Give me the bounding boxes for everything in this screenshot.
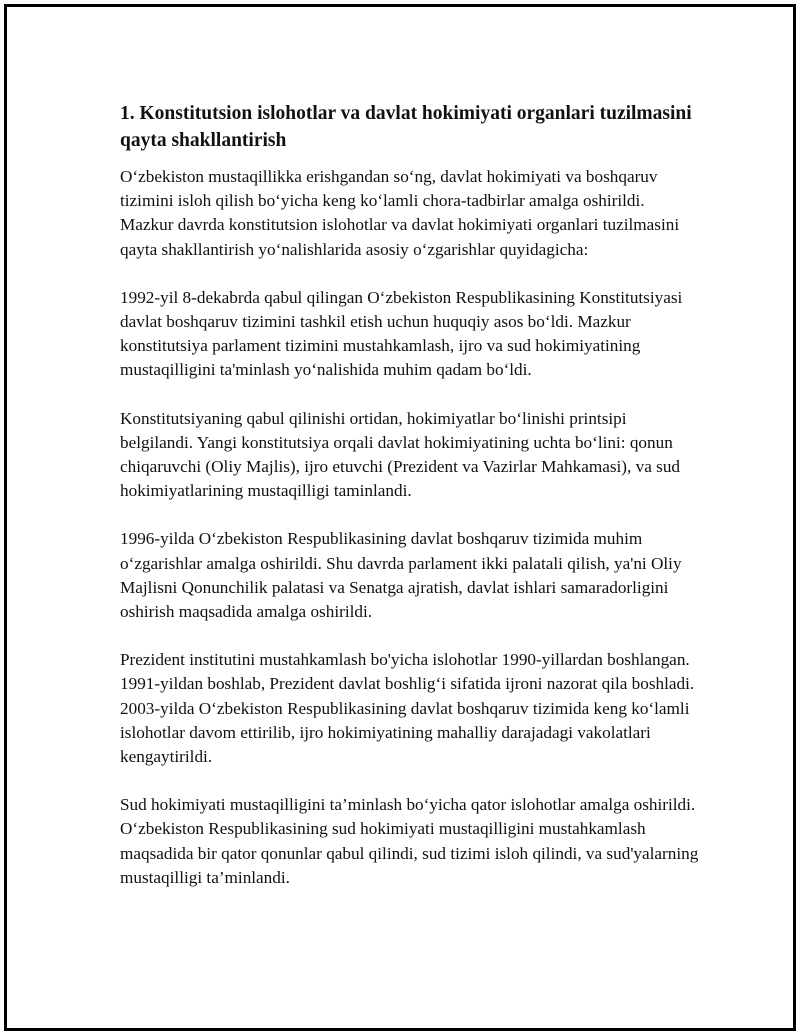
section-heading: 1. Konstitutsion islohotlar va davlat hokimiyati organlari tuzilmasini qayta shakllantirish: [120, 103, 692, 151]
paragraph-intro: O‘zbekiston mustaqillikka erishgandan so‘ng, davlat hokimiyati va boshqaruv tizimini isloh qilish bo‘yicha keng ko‘lamli chora-tadbirlar amalga oshirildi. Mazkur davrda konstitutsion islohotlar va davlat hokimiyati organlari tuzilmasini qayta shakllantirish yo‘nalishlarida asosiy o‘zgarishlar quyidagicha:: [120, 167, 680, 259]
page-frame: [4, 4, 796, 1031]
paragraph-constitution-1992: 1992-yil 8-dekabrda qabul qilingan O‘zbekiston Respublikasining Konstitutsiyasi davlat boshqaruv tizimini tashkil etish uchun huquqiy asos bo‘ldi. Mazkur konstitutsiya parlament tizimini mustahkamlash, ijro va sud hokimiyatining mustaqilligini ta'minlash yo‘nalishida muhim qadam bo‘ldi.: [120, 287, 683, 380]
paragraph-parliament-1996: 1996-yilda O‘zbekiston Respublikasining davlat boshqaruv tizimida muhim o‘zgarishlar amalga oshirildi. Shu davrda parlament ikki palatali qilish, ya'ni Oliy Majlisni Qonunchilik palatasi va Senatga ajratish, davlat ishlari samaradorligini oshirish maqsadida amalga oshirildi.: [120, 529, 682, 622]
document-body: [120, 100, 700, 914]
paragraph-judiciary: Sud hokimiyati mustaqilligini ta’minlash bo‘yicha qator islohotlar amalga oshirildi. O‘zbekiston Respublikasining sud hokimiyati mustaqilligini mustahkamlash maqsadida bir qator qonunlar qabul qilindi, sud tizimi isloh qilindi, va sud'yalarning mustaqilligi ta’minlandi.: [120, 795, 699, 887]
paragraph-presidency: Prezident institutini mustahkamlash bo'yicha islohotlar 1990-yillardan boshlangan. 1991-yildan boshlab, Prezident davlat boshlig‘i sifatida ijroni nazorat qila boshladi. 2003-yilda O‘zbekiston Respublikasining davlat boshqaruv tizimida keng ko‘lamli islohotlar davom ettirilib, ijro hokimiyatining mahalliy darajadagi vakolatlari kengaytirildi.: [120, 650, 695, 767]
paragraph-separation-of-powers: Konstitutsiyaning qabul qilinishi ortidan, hokimiyatlar bo‘linishi printsipi belgilandi. Yangi konstitutsiya orqali davlat hokimiyatining uchta bo‘lini: qonun chiqaruvchi (Oliy Majlis), ijro etuvchi (Prezident va Vazirlar Mahkamasi), va sud hokimiyatlarining mustaqilligi taminlandi.: [120, 408, 681, 501]
